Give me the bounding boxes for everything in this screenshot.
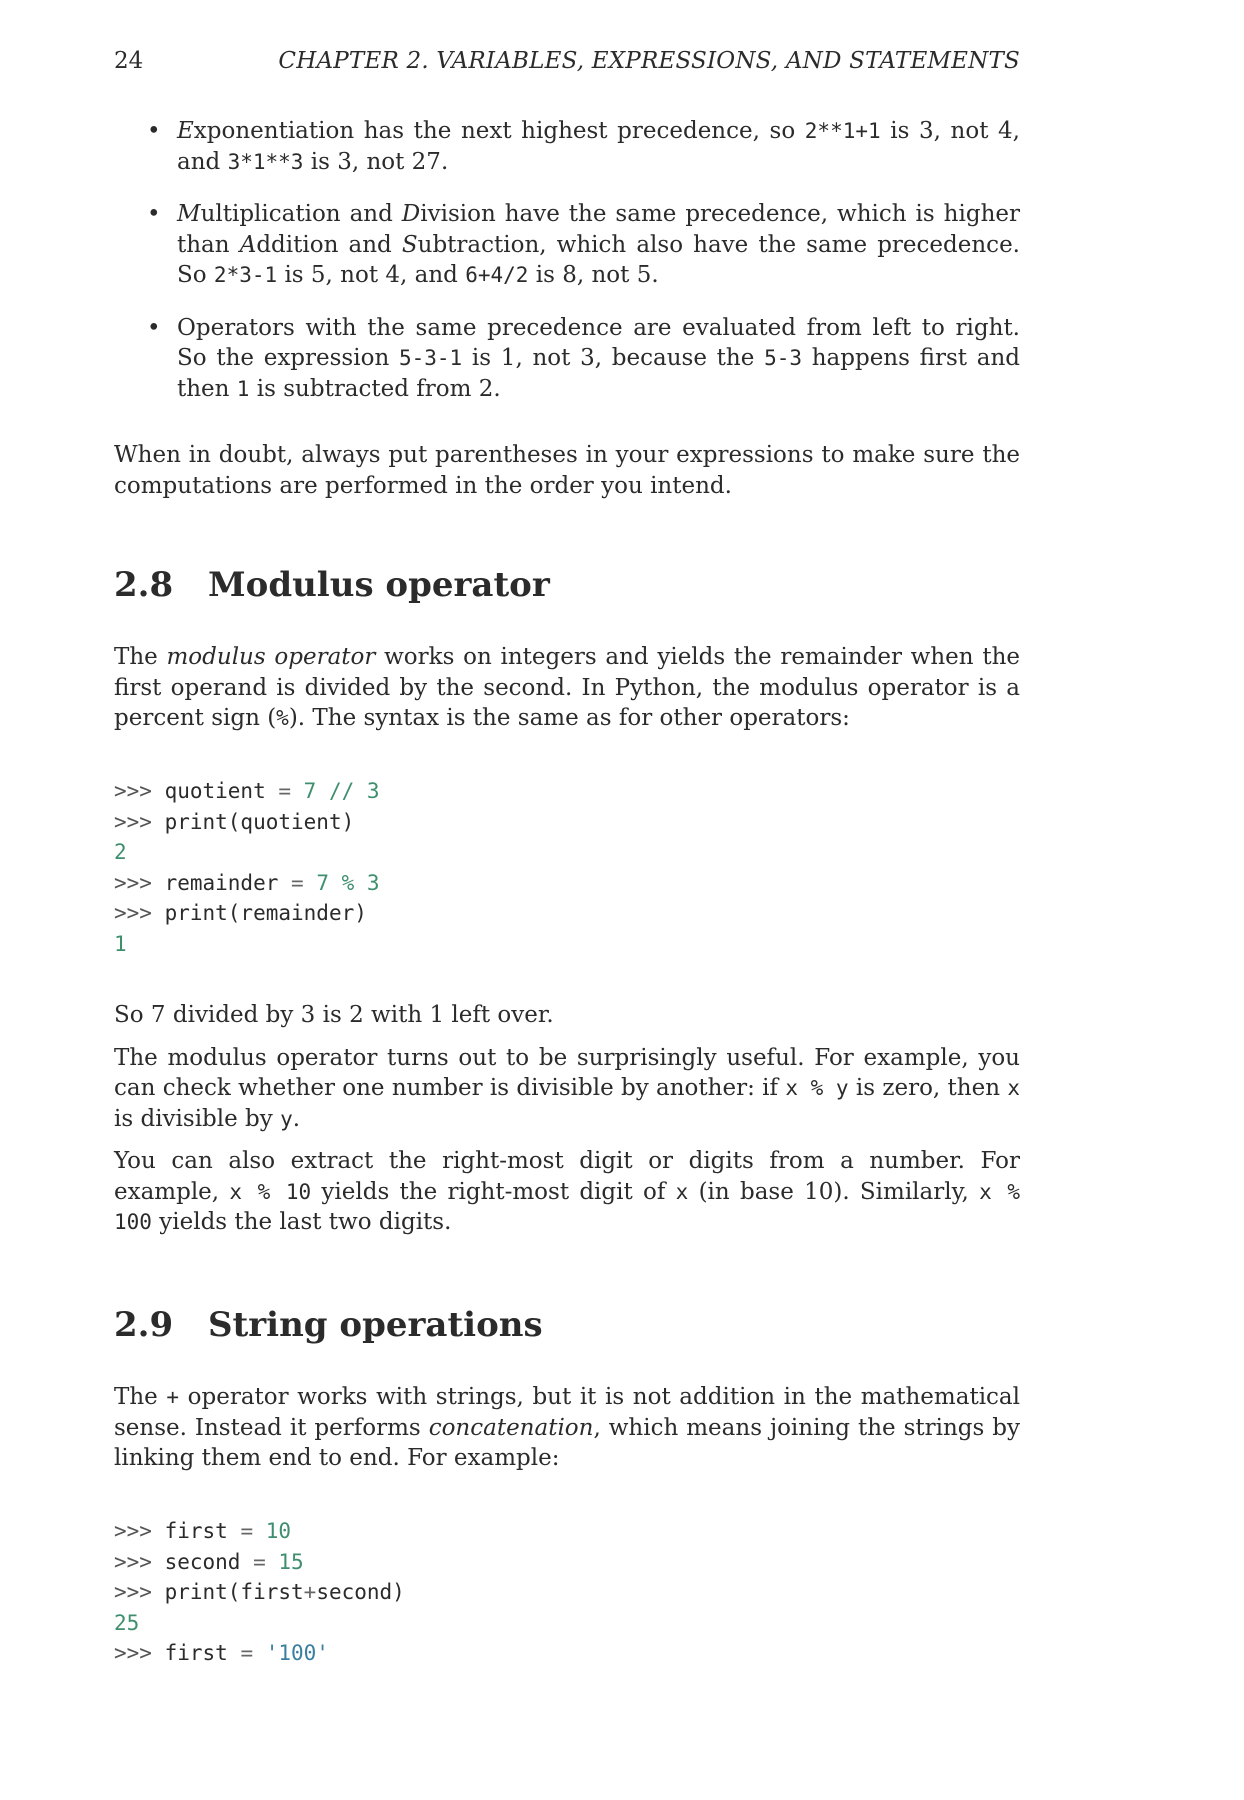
list-item: • Operators with the same precedence are evaluated from left to right. So the expression 5-3-1 is 1, not 3, because the 5-3 happens first and then 1 is subtracted from 2. — [147, 314, 1021, 402]
inline-code: 1 — [236, 376, 250, 401]
inline-code: 5-3-1 — [398, 346, 463, 370]
inline-code: y — [280, 1106, 293, 1131]
string-code-block — [114, 1516, 1020, 1669]
inline-code: 6+4/2 — [465, 263, 529, 287]
inline-code: + — [166, 1385, 180, 1409]
inline-code: % — [276, 706, 289, 730]
string-ops-intro-block — [114, 1382, 1020, 1474]
paragraph: The + operator works with strings, but it is not addition in the mathematical sense. Instead it performs concatenation, which means joining the strings by linking them end to end. For example: — [114, 1384, 1020, 1471]
bullet-icon: • — [147, 314, 161, 341]
paragraph: You can also extract the right-most digit or digits from a number. For example, x % 10 yields the right-most digit of x (in base 10). Similarly, x % 100 yields the last two digits. — [114, 1148, 1021, 1235]
code-listing: >>> first = 10 >>> second = 15 >>> print(first+second) 25 >>> first = '100' — [114, 1519, 405, 1665]
section-title: String operations — [208, 1305, 543, 1345]
inline-code: x — [1007, 1076, 1021, 1100]
chapter-title: CHAPTER 2. VARIABLES, EXPRESSIONS, AND STATEMENTS — [278, 48, 1020, 74]
inline-code: 5-3 — [764, 346, 802, 370]
section-2-8-heading — [114, 565, 1020, 605]
code-listing: >>> quotient = 7 // 3 >>> print(quotient) 2 >>> remainder = 7 % 3 >>> print(remainder) 1 — [114, 779, 380, 956]
inline-code: x % 10 — [229, 1179, 312, 1204]
inline-code: x % y — [785, 1076, 849, 1100]
paragraph: The modulus operator works on integers and yields the remainder when the first operand is divided by the second. In Python, the modulus operator is a percent sign (%). The syntax is the same as for other operators: — [114, 644, 1020, 731]
section-number: 2.9 — [114, 1305, 174, 1345]
section-title: Modulus operator — [208, 565, 550, 605]
modulus-explanation-block — [114, 1000, 1020, 1238]
paragraph: The modulus operator turns out to be surprisingly useful. For example, you can check whether one number is divisible by another: if x % y is zero, then x is divisible by y. — [114, 1044, 1021, 1132]
list-item: • Exponentiation has the next highest precedence, so 2**1+1 is 3, not 4, and 3*1**3 is 3, not 27. — [147, 118, 1020, 175]
precedence-bullet-list — [114, 116, 1020, 426]
bullet-icon: • — [147, 118, 161, 144]
paragraph: So 7 divided by 3 is 2 with 1 left over. — [114, 1002, 554, 1028]
section-number: 2.8 — [114, 565, 174, 605]
doubt-paragraph-block — [114, 440, 1020, 501]
inline-code: 2**1+1 — [804, 119, 881, 143]
paragraph: When in doubt, always put parentheses in your expressions to make sure the computations are performed in the order you intend. — [114, 442, 1020, 499]
modulus-intro-block — [114, 642, 1020, 734]
running-header — [114, 46, 1020, 76]
modulus-code-block — [114, 776, 1020, 959]
page-number: 24 — [114, 48, 144, 74]
list-item: • Multiplication and Division have the same precedence, which is higher than Addition and Subtraction, which also have the same precedence. So 2*3-1 is 5, not 4, and 6+4/2 is 8, not 5. — [147, 201, 1020, 288]
inline-code: x — [675, 1179, 689, 1204]
inline-code: 3*1**3 — [227, 149, 304, 174]
inline-code: x % 100 — [114, 1179, 1021, 1234]
inline-code: 2*3-1 — [213, 263, 278, 287]
section-2-9-heading — [114, 1305, 1020, 1345]
bullet-icon: • — [147, 201, 161, 227]
